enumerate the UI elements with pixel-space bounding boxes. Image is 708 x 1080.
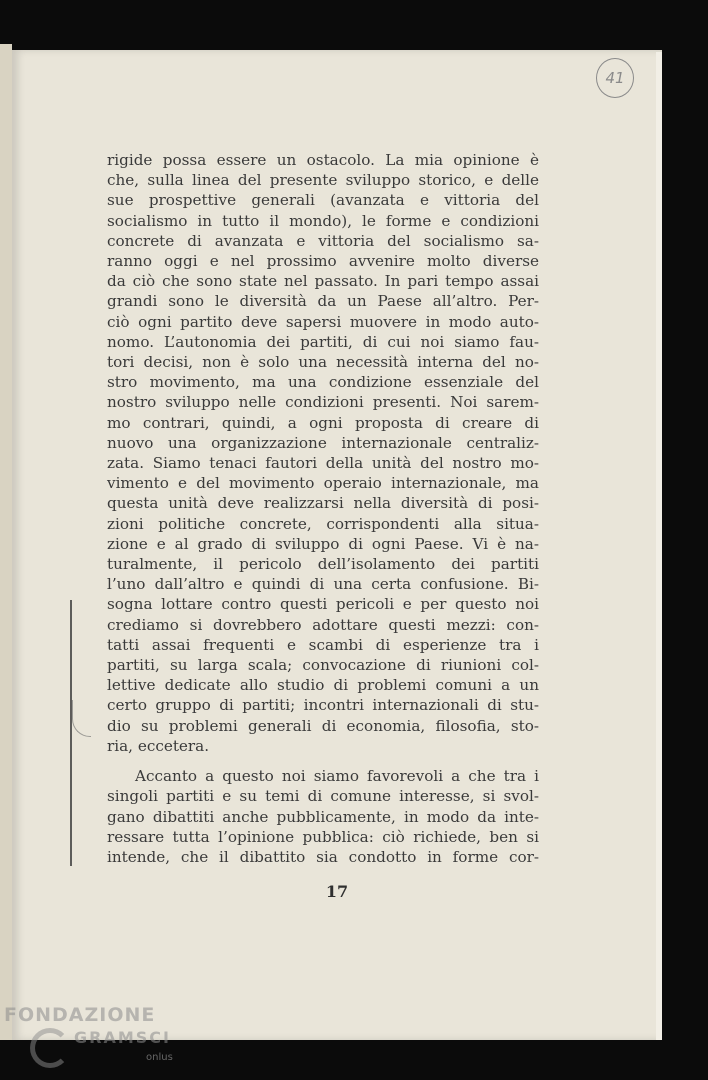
text-line: dio su problemi generali di economia, filosofia, sto- <box>107 716 539 735</box>
watermark-logo <box>4 1004 184 1074</box>
text-line: ciò ogni partito deve sapersi muovere in modo auto- <box>107 312 539 331</box>
text-line: ranno oggi e nel prossimo avvenire molto diverse <box>107 252 539 271</box>
text-line: zione e al grado di sviluppo di ogni Paese. Vi è na- <box>107 534 539 553</box>
text-line: zata. Siamo tenaci fautori della unità del nostro mo- <box>107 454 539 473</box>
text-line: che, sulla linea del presente sviluppo storico, e delle <box>107 171 539 190</box>
paragraph-gap <box>107 756 539 766</box>
text-line: zioni politiche concrete, corrispondenti alla situa- <box>107 514 539 533</box>
text-line: certo gruppo di partiti; incontri internazionali di stu- <box>107 696 539 715</box>
text-line: vimento e del movimento operaio internazionale, ma <box>107 474 539 493</box>
watermark-line2: GRAMSCI <box>74 1028 171 1047</box>
text-line: lettive dedicate allo studio di problemi comuni a un <box>107 676 539 695</box>
text-line: da ciò che sono state nel passato. In pari tempo assai <box>107 272 539 291</box>
text-line: singoli partiti e su temi di comune interesse, si svol- <box>107 787 539 806</box>
watermark-suffix: onlus <box>146 1052 173 1063</box>
text-line: tori decisi, non è solo una necessità interna del no- <box>107 353 539 372</box>
text-line: crediamo si dovrebbero adottare questi mezzi: con- <box>107 615 539 634</box>
archive-number-stamp: 41 <box>596 58 634 98</box>
text-line: turalmente, il pericolo dell’isolamento dei partiti <box>107 555 539 574</box>
text-line: Accanto a questo noi siamo favorevoli a che tra i <box>135 767 539 786</box>
paragraph <box>107 766 539 867</box>
page-number: 17 <box>325 882 349 901</box>
text-line: rigide possa essere un ostacolo. La mia opinione è <box>107 151 539 169</box>
margin-pencil-line <box>70 600 72 866</box>
gramsci-logo-icon <box>30 1028 70 1068</box>
text-line: ria, eccetera. <box>107 736 210 755</box>
text-line: gano dibattiti anche pubblicamente, in modo da inte- <box>107 807 539 826</box>
text-line: tatti assai frequenti e scambi di esperienze tra i <box>107 635 539 654</box>
text-line: ressare tutta l’opinione pubblica: ciò richiede, ben si <box>107 827 539 846</box>
text-line: sogna lottare contro questi pericoli e per questo noi <box>107 595 539 614</box>
book-spine <box>0 44 12 1040</box>
text-line: questa unità deve realizzarsi nella diversità di posi- <box>107 494 539 513</box>
text-line: partiti, su larga scala; convocazione di riunioni col- <box>107 656 539 675</box>
text-line: nomo. L’autonomia dei partiti, di cui noi siamo fau- <box>107 332 539 351</box>
text-line: l’uno dall’altro e quindi di una certa confusione. Bi- <box>107 575 539 594</box>
text-line: concrete di avanzata e vittoria del socialismo sa- <box>107 231 539 250</box>
paragraph <box>107 150 539 756</box>
text-line: intende, che il dibattito sia condotto in forme cor- <box>107 847 539 866</box>
text-line: nuovo una organizzazione internazionale centraliz- <box>107 433 539 452</box>
text-line: nostro sviluppo nelle condizioni presenti. Noi sarem- <box>107 393 539 412</box>
text-line: socialismo in tutto il mondo), le forme e condizioni <box>107 211 539 230</box>
watermark-line1: FONDAZIONE <box>4 1004 156 1026</box>
text-line: sue prospettive generali (avanzata e vittoria del <box>107 191 539 210</box>
text-line: grandi sono le diversità da un Paese all’altro. Per- <box>107 292 539 311</box>
body-text <box>107 150 539 867</box>
text-line: stro movimento, ma una condizione essenziale del <box>107 373 539 392</box>
text-line: mo contrari, quindi, a ogni proposta di creare di <box>107 413 539 432</box>
